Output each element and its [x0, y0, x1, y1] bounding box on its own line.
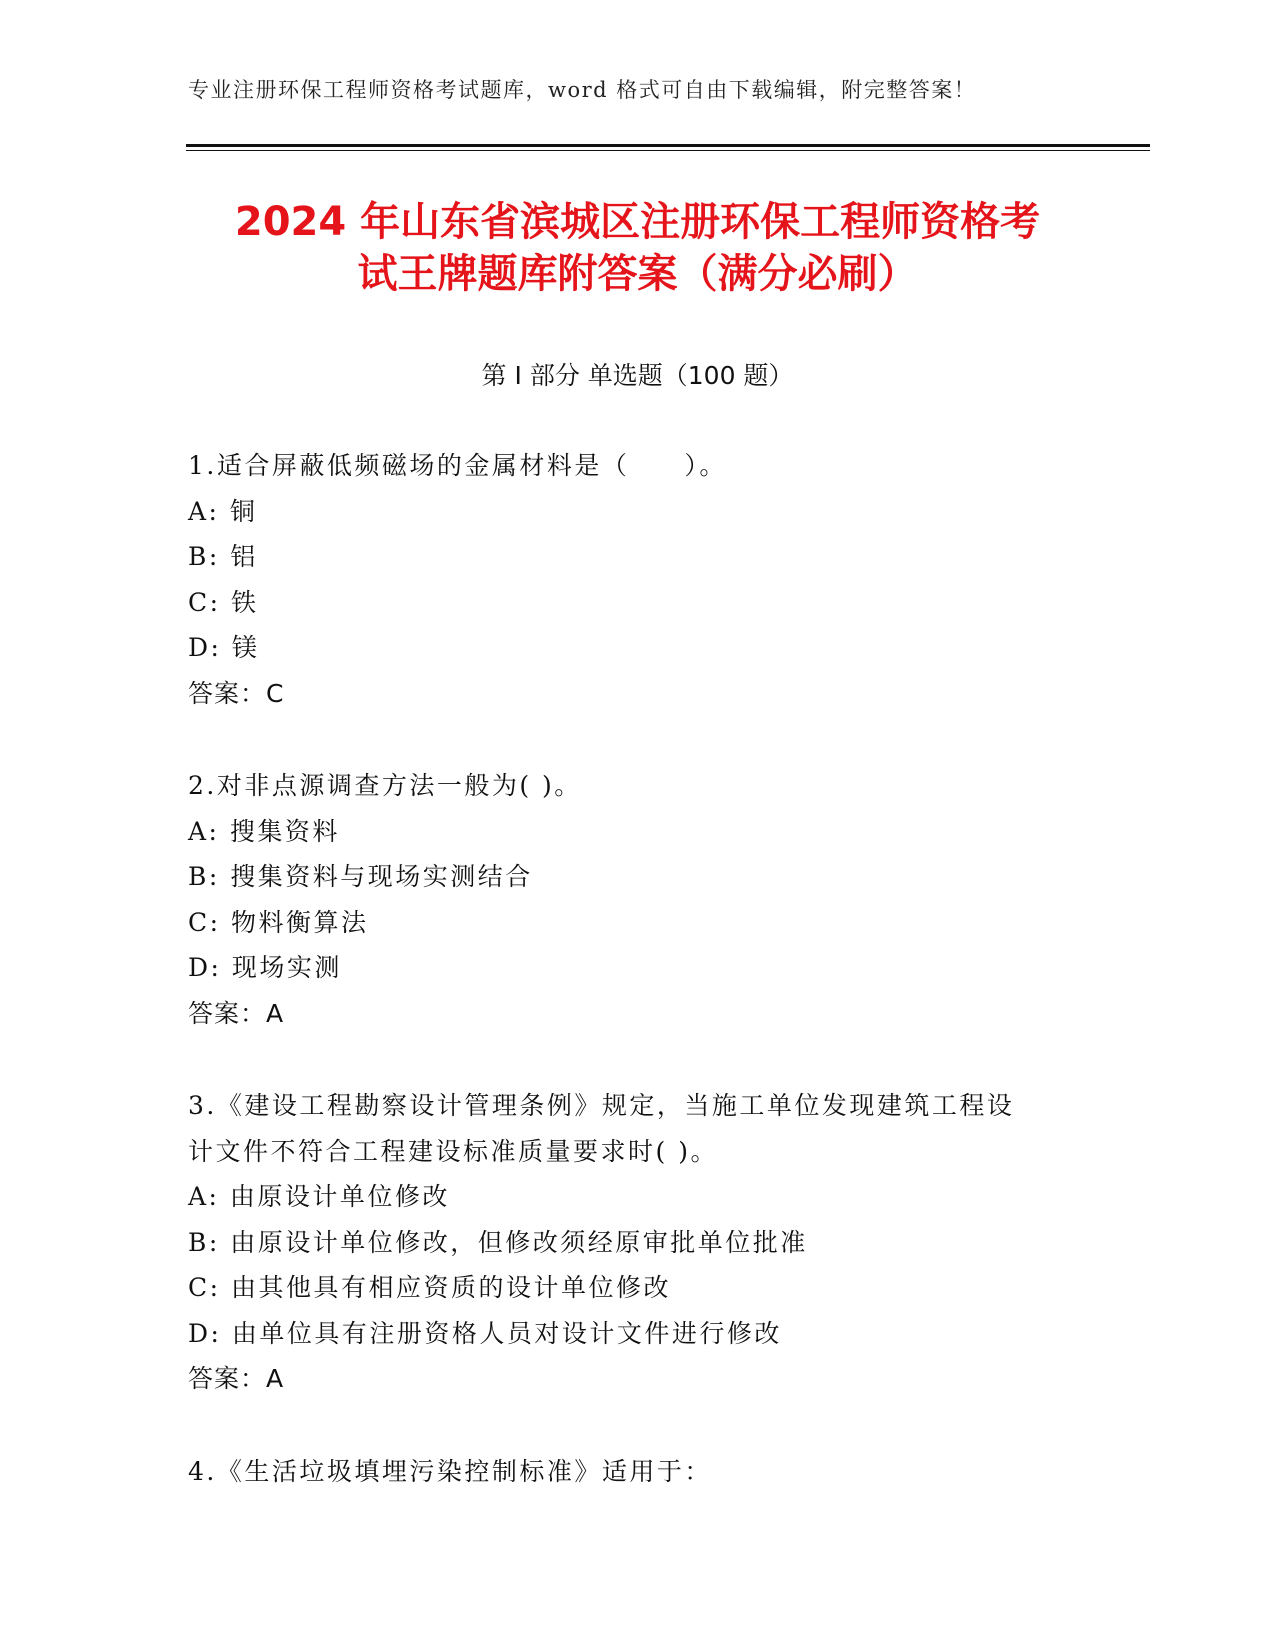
question-3-option-b: B: 由原设计单位修改，但修改须经原审批单位批准: [188, 1227, 808, 1257]
question-1-answer: 答案：C: [188, 678, 285, 708]
section-title: 第 I 部分 单选题（100 题）: [481, 361, 794, 390]
question-2-answer: 答案：A: [188, 998, 285, 1028]
question-1-option-b: B: 铝: [188, 542, 258, 571]
header-rule-thin: [186, 150, 1150, 151]
question-3-stem-line-2: 计文件不符合工程建设标准质量要求时( )。: [188, 1136, 718, 1166]
question-2-option-a: A: 搜集资料: [188, 816, 340, 846]
header-rule-thick: [186, 144, 1150, 147]
question-2: [188, 763, 1088, 1036]
question-1-stem: 1.适合屏蔽低频磁场的金属材料是（ ）。: [188, 451, 727, 480]
question-1-option-c: C: 铁: [188, 587, 259, 617]
question-3: [188, 1083, 1088, 1402]
document-title-line-1: 2024 年山东省滨城区注册环保工程师资格考: [234, 199, 1041, 245]
header-note: 专业注册环保工程师资格考试题库，word 格式可自由下载编辑，附完整答案！: [188, 78, 977, 102]
question-1: [188, 443, 1088, 716]
question-list: [188, 443, 1088, 1541]
question-3-option-d: D: 由单位具有注册资格人员对设计文件进行修改: [188, 1318, 782, 1348]
question-4: [188, 1449, 1088, 1495]
question-2-option-b: B: 搜集资料与现场实测结合: [188, 862, 533, 891]
question-3-option-c: C: 由其他具有相应资质的设计单位修改: [188, 1273, 671, 1302]
question-2-stem: 2.对非点源调查方法一般为( )。: [188, 771, 582, 800]
document-title-line-2: 试王牌题库附答案（满分必刷）: [357, 251, 918, 297]
question-3-answer: 答案：A: [188, 1364, 285, 1393]
document-title: [150, 196, 1125, 300]
question-2-option-c: C: 物料衡算法: [188, 907, 369, 937]
question-1-option-a: A: 铜: [188, 496, 258, 526]
question-1-option-d: D: 镁: [188, 633, 260, 662]
question-3-stem-line-1: 3.《建设工程勘察设计管理条例》规定，当施工单位发现建筑工程设: [188, 1091, 1015, 1120]
question-3-option-a: A: 由原设计单位修改: [188, 1182, 450, 1211]
question-2-option-d: D: 现场实测: [188, 953, 342, 982]
question-4-stem: 4.《生活垃圾填埋污染控制标准》适用于：: [188, 1456, 712, 1486]
